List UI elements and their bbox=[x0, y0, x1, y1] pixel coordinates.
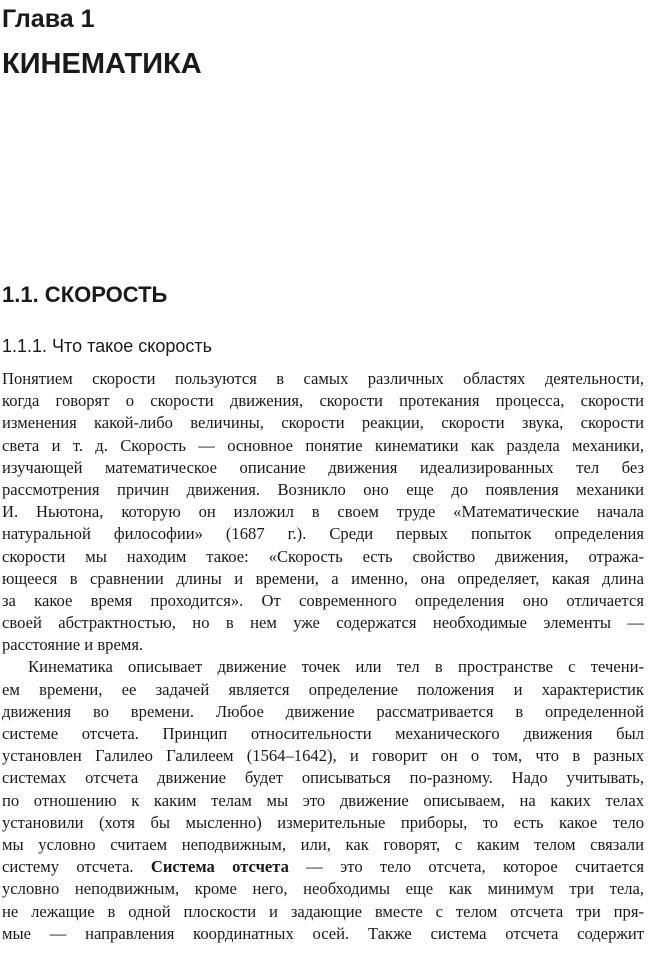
text-line: Кинематика описывает движение точек или тел в пространстве с течени- bbox=[28, 657, 644, 677]
text-line: рассмотрения причин движения. Возникло оно еще до появления механики bbox=[2, 479, 644, 499]
text-line: установлен Галилео Галилеем (1564–1642), и говорит он о том, что в разных bbox=[2, 746, 644, 766]
text-line: И. Ньютона, которую он изложил в своем труде «Математические начала bbox=[2, 502, 644, 522]
text-line: условно неподвижным, кроме него, необходимы еще как минимум три тела, bbox=[2, 879, 644, 899]
text-line: движения во времени. Любое движение рассматривается в определенной bbox=[2, 701, 644, 721]
text-line: скорости мы находим такое: «Скорость есть свойство движения, отража- bbox=[2, 546, 644, 566]
text-line: мы условно считаем неподвижным, или, как говорят, с каким телом связали bbox=[2, 834, 644, 854]
text-line: установили (хотя бы мысленно) измерительные приборы, то есть какое тело bbox=[2, 812, 644, 832]
text-line: своей абстрактностью, но в нем уже содержатся необходимые элементы — bbox=[2, 613, 644, 633]
paragraph-2 bbox=[2, 656, 644, 944]
text-line: изучающей математическое описание движения идеализированных тел без bbox=[2, 457, 644, 477]
text-line: по отношению к каким телам мы это движение описываем, на каких телах bbox=[2, 790, 644, 810]
paragraph-1 bbox=[2, 368, 644, 656]
text-line: мые — направления координатных осей. Также система отсчета содержит bbox=[2, 923, 644, 943]
text-line: когда говорят о скорости движения, скорости протекания процесса, скорости bbox=[2, 391, 644, 411]
subsection-title: 1.1.1. Что такое скорость bbox=[2, 336, 212, 356]
term-line-prefix: систему отсчета. bbox=[2, 857, 151, 877]
text-line: ем времени, ее задачей является определение положения и характеристик bbox=[2, 679, 644, 699]
text-line: не лежащие в одной плоскости и задающие вместе с телом отсчета три пря- bbox=[2, 901, 644, 921]
text-line-with-term bbox=[2, 856, 644, 878]
text-line: ющееся в сравнении длины и времени, а именно, она определяет, какая длина bbox=[2, 568, 644, 588]
chapter-title: КИНЕМАТИКА bbox=[2, 48, 202, 80]
text-line: расстояние и время. bbox=[2, 635, 144, 655]
text-line: системах отсчета движение будет описываться по-разному. Надо учитывать, bbox=[2, 768, 644, 788]
text-line: системе отсчета. Принцип относительности механического движения был bbox=[2, 724, 644, 743]
section-title: 1.1. СКОРОСТЬ bbox=[2, 282, 168, 307]
text-line: за какое время проходится». От современного определения оно отличается bbox=[2, 590, 644, 610]
text-line: Понятием скорости пользуются в самых различных областях деятельности, bbox=[2, 369, 644, 388]
text-line: натуральной философии» (1687 г.). Среди первых попыток определения bbox=[2, 524, 644, 544]
term-line-suffix: — это тело отсчета, которое считается bbox=[288, 857, 644, 877]
text-line: света и т. д. Скорость — основное понятие кинематики как раздела механики, bbox=[2, 435, 644, 455]
chapter-label: Глава 1 bbox=[2, 5, 95, 33]
defined-term: Система отсчета bbox=[150, 857, 289, 877]
body-text bbox=[2, 368, 644, 945]
text-line: изменения какой-либо величины, скорости реакции, скорости звука, скорости bbox=[2, 413, 644, 433]
